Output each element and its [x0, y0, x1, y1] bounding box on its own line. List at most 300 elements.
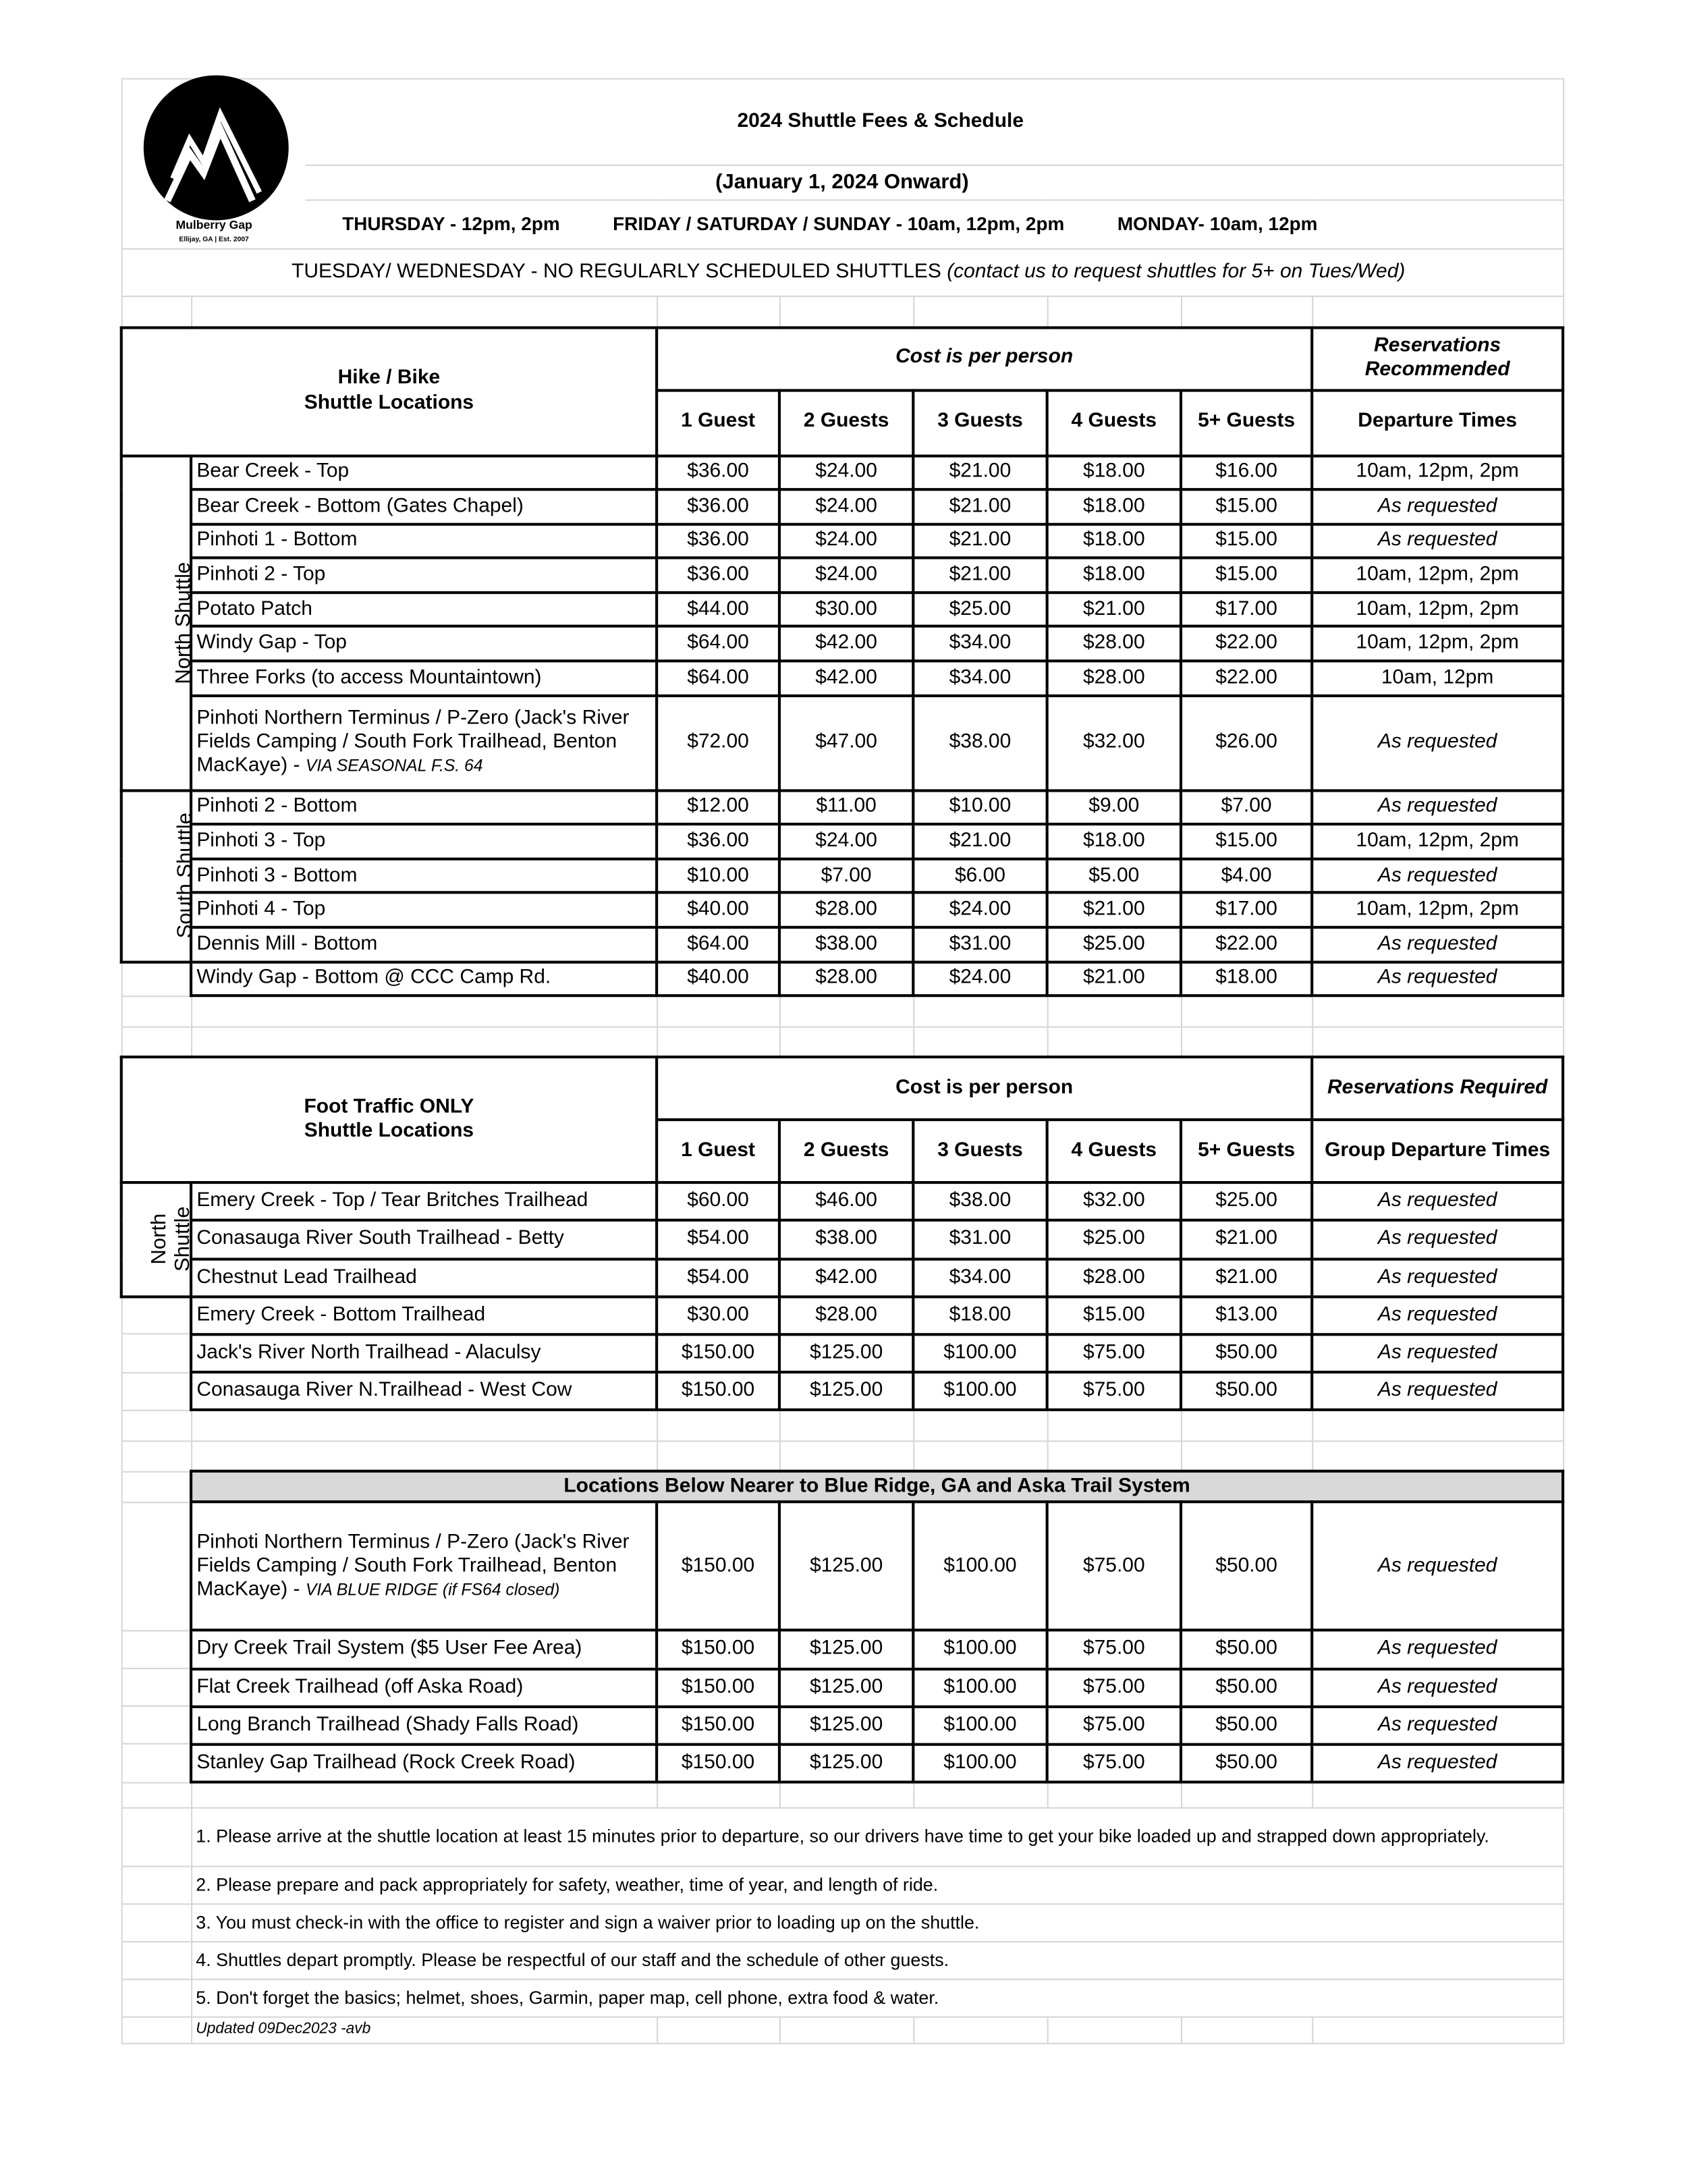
price-cell: $28.00: [1047, 1259, 1181, 1296]
empty-cell: [1181, 1027, 1312, 1057]
price-cell: $26.00: [1181, 695, 1312, 790]
location-name: Pinhoti 3 - Top: [196, 829, 326, 852]
spacer-row: [121, 1411, 1563, 1441]
price-cell: $150.00: [657, 1706, 779, 1744]
group-label: [121, 1183, 194, 1297]
table-row: [121, 661, 1563, 695]
departure-cell: As requested: [1312, 1296, 1563, 1334]
empty-cell: [121, 1027, 191, 1057]
empty-cell: [913, 1027, 1047, 1057]
empty-cell: [657, 1782, 779, 1807]
price-cell: $50.00: [1181, 1706, 1312, 1744]
price-cell: $75.00: [1047, 1744, 1181, 1782]
note-text: 4. Shuttles depart promptly. Please be respectful of our staff and the schedule of other guests.: [191, 1941, 1563, 1979]
departure-cell: As requested: [1312, 790, 1563, 825]
price-cell: $10.00: [657, 858, 779, 893]
price-cell: $25.00: [913, 593, 1047, 627]
location-note: VIA SEASONAL F.S. 64: [305, 756, 483, 776]
empty-cell: [1047, 2017, 1181, 2043]
schedule-days: [126, 213, 1558, 236]
location-cell: [191, 1334, 657, 1372]
empty-cell: [657, 996, 779, 1027]
price-cell: $7.00: [1181, 790, 1312, 825]
price-cell: $6.00: [913, 858, 1047, 893]
location-cell: [191, 456, 657, 490]
price-cell: $125.00: [779, 1631, 913, 1668]
price-cell: $18.00: [1047, 825, 1181, 859]
departure-header: Group Departure Times: [1312, 1120, 1563, 1183]
price-cell: $75.00: [1047, 1334, 1181, 1372]
guest-header: 5+ Guests: [1181, 389, 1312, 455]
guest-header: 2 Guests: [779, 1120, 913, 1183]
price-cell: $13.00: [1181, 1296, 1312, 1334]
price-cell: $60.00: [657, 1183, 779, 1221]
note-text: 5. Don't forget the basics; helmet, shoes, Garmin, paper map, cell phone, extra food & water.: [191, 1979, 1563, 2017]
price-cell: $150.00: [657, 1668, 779, 1706]
empty-cell: [1181, 996, 1312, 1027]
price-cell: $100.00: [913, 1706, 1047, 1744]
departure-cell: 10am, 12pm, 2pm: [1312, 593, 1563, 627]
departure-cell: As requested: [1312, 1183, 1563, 1221]
schedule-monday: MONDAY- 10am, 12pm: [1117, 213, 1318, 235]
table-row: [121, 558, 1563, 593]
schedule-cell: [121, 200, 1563, 248]
location-cell: [191, 1502, 657, 1631]
price-cell: $75.00: [1047, 1372, 1181, 1410]
departure-cell: As requested: [1312, 1706, 1563, 1744]
location-cell: [191, 962, 657, 996]
table-row: [121, 627, 1563, 661]
price-cell: $24.00: [779, 456, 913, 490]
location-name: Jack's River North Trailhead - Alaculsy: [196, 1341, 541, 1364]
note-text: 1. Please arrive at the shuttle location at least 15 minutes prior to departure, so our drivers have time to get your bike loaded up and strapped down appropriately.: [191, 1807, 1563, 1866]
empty-cell: [779, 1782, 913, 1807]
section-title: [121, 327, 657, 456]
cost-header: Cost is per person: [657, 1058, 1312, 1120]
price-cell: $125.00: [779, 1706, 913, 1744]
section-title-line1: Foot Traffic ONLY: [304, 1096, 474, 1119]
price-cell: $17.00: [1181, 893, 1312, 927]
group-label: [121, 790, 197, 962]
guest-header: 5+ Guests: [1181, 1120, 1312, 1183]
location-cell: [191, 524, 657, 558]
table-row: [121, 695, 1563, 790]
location-cell: [191, 858, 657, 893]
price-cell: $18.00: [1181, 962, 1312, 996]
table-row: [121, 1296, 1563, 1334]
price-cell: $100.00: [913, 1744, 1047, 1782]
price-cell: $125.00: [779, 1744, 913, 1782]
price-cell: $30.00: [657, 1296, 779, 1334]
price-cell: $17.00: [1181, 593, 1312, 627]
price-cell: $54.00: [657, 1259, 779, 1296]
empty-cell: [1047, 1411, 1181, 1441]
price-cell: $11.00: [779, 790, 913, 825]
note-text: 3. You must check-in with the office to register and sign a waiver prior to loading up on the shuttle.: [191, 1903, 1563, 1941]
location-cell: [191, 558, 657, 593]
location-cell: [191, 627, 657, 661]
departure-cell: As requested: [1312, 1334, 1563, 1372]
empty-cell: [1181, 296, 1312, 327]
note-row: [121, 1903, 1563, 1941]
note-row: [121, 1807, 1563, 1866]
location-cell: [191, 1372, 657, 1410]
section-title: [121, 1058, 657, 1183]
price-cell: $44.00: [657, 593, 779, 627]
departure-cell: As requested: [1312, 524, 1563, 558]
note-text: 2. Please prepare and pack appropriately for safety, weather, time of year, and length of ride.: [191, 1866, 1563, 1904]
departure-cell: As requested: [1312, 1744, 1563, 1782]
table-row: [121, 1744, 1563, 1782]
empty-cell: [121, 2017, 191, 2043]
price-cell: $24.00: [913, 893, 1047, 927]
price-cell: $31.00: [913, 1221, 1047, 1259]
location-name: Potato Patch: [196, 597, 312, 620]
table-row: [121, 524, 1563, 558]
table-header-row: [121, 1058, 1563, 1120]
location-cell: [191, 1706, 657, 1744]
price-cell: $46.00: [779, 1183, 913, 1221]
price-cell: $150.00: [657, 1631, 779, 1668]
price-cell: $38.00: [913, 695, 1047, 790]
price-cell: $50.00: [1181, 1744, 1312, 1782]
price-cell: $22.00: [1181, 661, 1312, 695]
price-cell: $100.00: [913, 1668, 1047, 1706]
empty-cell: [657, 1027, 779, 1057]
empty-cell: [1047, 1441, 1181, 1471]
section-title-line2: Shuttle Locations: [304, 391, 474, 414]
price-cell: $21.00: [913, 524, 1047, 558]
price-cell: $25.00: [1181, 1183, 1312, 1221]
departure-cell: As requested: [1312, 962, 1563, 996]
guest-header: 4 Guests: [1047, 389, 1181, 455]
guest-header: 3 Guests: [913, 1120, 1047, 1183]
empty-cell: [779, 1441, 913, 1471]
table-row: [121, 1372, 1563, 1410]
updated-row: [121, 2017, 1563, 2043]
location-name: Pinhoti 2 - Bottom: [196, 795, 358, 818]
empty-cell: [1047, 996, 1181, 1027]
section-title-line2: Shuttle Locations: [304, 1120, 474, 1143]
price-cell: $24.00: [779, 558, 913, 593]
blue-ridge-banner: Locations Below Nearer to Blue Ridge, GA and Aska Trail System: [191, 1471, 1563, 1502]
empty-cell: [121, 1866, 191, 1904]
departure-cell: As requested: [1312, 1259, 1563, 1296]
empty-cell: [121, 1502, 191, 1631]
empty-cell: [779, 296, 913, 327]
price-cell: $100.00: [913, 1334, 1047, 1372]
price-cell: $125.00: [779, 1502, 913, 1631]
departure-cell: 10am, 12pm, 2pm: [1312, 825, 1563, 859]
table-row: [121, 893, 1563, 927]
location-cell: [191, 1744, 657, 1782]
location-name: Windy Gap - Top: [196, 632, 347, 655]
page-subtitle: (January 1, 2024 Onward): [121, 165, 1563, 200]
price-cell: $125.00: [779, 1334, 913, 1372]
group-label-text: North Shuttle: [171, 561, 196, 684]
price-cell: $22.00: [1181, 927, 1312, 962]
empty-cell: [913, 1782, 1047, 1807]
price-cell: $38.00: [913, 1183, 1047, 1221]
location-cell: [191, 661, 657, 695]
empty-cell: [1047, 1782, 1181, 1807]
empty-cell: [779, 996, 913, 1027]
price-cell: $24.00: [913, 962, 1047, 996]
title-row: [121, 79, 1563, 165]
group-label-text: South Shuttle: [173, 813, 197, 939]
price-cell: $15.00: [1181, 524, 1312, 558]
tue-wed-note: (contact us to request shuttles for 5+ on Tues/Wed): [947, 261, 1406, 283]
location-cell: [191, 489, 657, 524]
group-label-text: North Shuttle: [146, 1206, 194, 1272]
group-label: [121, 456, 196, 790]
empty-cell: [1181, 1782, 1312, 1807]
page-title: 2024 Shuttle Fees & Schedule: [121, 79, 1563, 165]
departure-cell: 10am, 12pm, 2pm: [1312, 627, 1563, 661]
empty-cell: [1312, 1411, 1563, 1441]
price-cell: $28.00: [1047, 661, 1181, 695]
spacer-row: [121, 1441, 1563, 1471]
empty-cell: [779, 1027, 913, 1057]
price-cell: $100.00: [913, 1502, 1047, 1631]
schedule-table: [120, 78, 1564, 2044]
location-cell: [191, 1631, 657, 1668]
schedule-row: [121, 200, 1563, 248]
price-cell: $150.00: [657, 1334, 779, 1372]
empty-cell: [191, 1027, 657, 1057]
empty-cell: [1312, 2017, 1563, 2043]
table-row: [121, 927, 1563, 962]
tue-wed-row: [121, 249, 1563, 296]
price-cell: $18.00: [1047, 456, 1181, 490]
logo-tagline: Ellijay, GA | Est. 2007: [179, 236, 249, 244]
empty-cell: [913, 1411, 1047, 1441]
price-cell: $10.00: [913, 790, 1047, 825]
price-cell: $36.00: [657, 825, 779, 859]
empty-cell: [121, 1903, 191, 1941]
empty-cell: [913, 1441, 1047, 1471]
price-cell: $15.00: [1047, 1296, 1181, 1334]
price-cell: $21.00: [1047, 593, 1181, 627]
empty-cell: [121, 1411, 191, 1441]
location-cell: [191, 790, 657, 825]
empty-cell: [1312, 1027, 1563, 1057]
price-cell: $75.00: [1047, 1502, 1181, 1631]
empty-cell: [1181, 1441, 1312, 1471]
location-name: Pinhoti 4 - Top: [196, 898, 326, 921]
empty-cell: [779, 2017, 913, 2043]
empty-cell: [913, 996, 1047, 1027]
price-cell: $50.00: [1181, 1334, 1312, 1372]
empty-cell: [121, 996, 191, 1027]
departure-cell: 10am, 12pm, 2pm: [1312, 893, 1563, 927]
price-cell: $18.00: [1047, 489, 1181, 524]
price-cell: $21.00: [1047, 893, 1181, 927]
price-cell: $21.00: [913, 456, 1047, 490]
empty-cell: [121, 1668, 191, 1706]
empty-cell: [1312, 296, 1563, 327]
price-cell: $38.00: [779, 927, 913, 962]
location-name: Emery Creek - Bottom Trailhead: [196, 1303, 486, 1326]
price-cell: $16.00: [1181, 456, 1312, 490]
empty-cell: [1047, 1027, 1181, 1057]
price-cell: $24.00: [779, 825, 913, 859]
empty-cell: [657, 1441, 779, 1471]
empty-cell: [121, 1372, 191, 1410]
location-name: Pinhoti 1 - Bottom: [196, 528, 358, 551]
location-name: Three Forks (to access Mountaintown): [196, 666, 542, 689]
mulberry-gap-logo: [123, 81, 306, 247]
logo-name: Mulberry Gap: [175, 217, 252, 231]
departure-cell: 10am, 12pm, 2pm: [1312, 456, 1563, 490]
price-cell: $36.00: [657, 524, 779, 558]
location-cell: [191, 695, 657, 790]
empty-cell: [121, 1744, 191, 1782]
empty-cell: [121, 296, 191, 327]
empty-cell: [1312, 996, 1563, 1027]
price-cell: $21.00: [913, 489, 1047, 524]
location-name: Bear Creek - Top: [196, 460, 350, 483]
price-cell: $150.00: [657, 1744, 779, 1782]
price-cell: $22.00: [1181, 627, 1312, 661]
empty-cell: [191, 1441, 657, 1471]
location-name: Long Branch Trailhead (Shady Falls Road): [196, 1713, 579, 1736]
table-row: [121, 1183, 1563, 1221]
table-row: [121, 593, 1563, 627]
table-row: [121, 1334, 1563, 1372]
location-name: Pinhoti 2 - Top: [196, 563, 326, 586]
location-name: Flat Creek Trailhead (off Aska Road): [196, 1675, 524, 1698]
price-cell: $100.00: [913, 1631, 1047, 1668]
location-cell: [191, 593, 657, 627]
table-row: [121, 858, 1563, 893]
price-cell: $36.00: [657, 558, 779, 593]
empty-cell: [913, 296, 1047, 327]
price-cell: $18.00: [1047, 558, 1181, 593]
empty-cell: [657, 1411, 779, 1441]
empty-cell: [121, 1334, 191, 1372]
price-cell: $150.00: [657, 1502, 779, 1631]
guest-header: 1 Guest: [657, 1120, 779, 1183]
location-cell: [191, 1259, 657, 1296]
location-cell: [191, 927, 657, 962]
location-cell: [191, 1296, 657, 1334]
price-cell: $12.00: [657, 790, 779, 825]
price-cell: $150.00: [657, 1372, 779, 1410]
price-cell: $72.00: [657, 695, 779, 790]
price-cell: $24.00: [779, 524, 913, 558]
table-row: [121, 1221, 1563, 1259]
price-cell: $28.00: [779, 893, 913, 927]
location-name: Pinhoti Northern Terminus / P-Zero (Jack's River Fields Camping / South Fork Trailhead, Benton MacKaye) -: [196, 707, 630, 777]
price-cell: $31.00: [913, 927, 1047, 962]
empty-cell: [657, 2017, 779, 2043]
location-cell: [191, 1668, 657, 1706]
price-cell: $100.00: [913, 1372, 1047, 1410]
price-cell: $75.00: [1047, 1668, 1181, 1706]
empty-cell: [191, 1411, 657, 1441]
location-name: Conasauga River N.Trailhead - West Cow: [196, 1379, 572, 1402]
price-cell: $24.00: [779, 489, 913, 524]
price-cell: $40.00: [657, 962, 779, 996]
price-cell: $18.00: [1047, 524, 1181, 558]
location-note: VIA BLUE RIDGE (if FS64 closed): [305, 1579, 560, 1600]
spacer-row: [121, 1782, 1563, 1807]
empty-cell: [191, 296, 657, 327]
price-cell: $15.00: [1181, 489, 1312, 524]
guest-header: 4 Guests: [1047, 1120, 1181, 1183]
location-cell: [191, 1183, 657, 1221]
price-cell: $34.00: [913, 627, 1047, 661]
empty-cell: [121, 962, 191, 996]
location-name: Conasauga River South Trailhead - Betty: [196, 1228, 564, 1251]
price-cell: $50.00: [1181, 1372, 1312, 1410]
table-row: [121, 962, 1563, 996]
price-cell: $30.00: [779, 593, 913, 627]
schedule-fri-sun: FRIDAY / SATURDAY / SUNDAY - 10am, 12pm, 2pm: [613, 213, 1065, 235]
price-cell: $36.00: [657, 489, 779, 524]
spacer-row: [121, 1027, 1563, 1057]
price-cell: $4.00: [1181, 858, 1312, 893]
price-cell: $18.00: [913, 1296, 1047, 1334]
spacer-row: [121, 296, 1563, 327]
price-cell: $64.00: [657, 627, 779, 661]
table-row: [121, 790, 1563, 825]
table-row: [121, 1631, 1563, 1668]
empty-cell: [121, 1441, 191, 1471]
reservations-header: Reservations Recommended: [1312, 327, 1563, 390]
note-row: [121, 1979, 1563, 2017]
price-cell: $25.00: [1047, 1221, 1181, 1259]
table-row: [121, 825, 1563, 859]
price-cell: $36.00: [657, 456, 779, 490]
empty-cell: [657, 296, 779, 327]
empty-cell: [121, 1471, 191, 1502]
empty-cell: [1047, 296, 1181, 327]
table-row: [121, 1706, 1563, 1744]
price-cell: $32.00: [1047, 1183, 1181, 1221]
price-cell: $125.00: [779, 1372, 913, 1410]
location-name: Stanley Gap Trailhead (Rock Creek Road): [196, 1751, 576, 1774]
price-cell: $25.00: [1047, 927, 1181, 962]
location-name: Bear Creek - Bottom (Gates Chapel): [196, 495, 524, 518]
spacer-row: [121, 996, 1563, 1027]
price-cell: $125.00: [779, 1668, 913, 1706]
price-cell: $15.00: [1181, 825, 1312, 859]
table-header-row: [121, 327, 1563, 390]
mountain-logo-icon: [123, 81, 306, 221]
price-cell: $28.00: [779, 1296, 913, 1334]
schedule-thursday: THURSDAY - 12pm, 2pm: [342, 213, 560, 235]
empty-cell: [191, 996, 657, 1027]
price-cell: $75.00: [1047, 1631, 1181, 1668]
location-name: Pinhoti 3 - Bottom: [196, 864, 358, 887]
price-cell: $28.00: [1047, 627, 1181, 661]
reservations-header: Reservations Required: [1312, 1058, 1563, 1120]
departure-cell: As requested: [1312, 489, 1563, 524]
departure-cell: As requested: [1312, 1221, 1563, 1259]
price-cell: $28.00: [779, 962, 913, 996]
tue-wed-notice: [121, 249, 1563, 296]
location-name: Windy Gap - Bottom @ CCC Camp Rd.: [196, 966, 551, 989]
empty-cell: [1181, 1411, 1312, 1441]
price-cell: $50.00: [1181, 1668, 1312, 1706]
tue-wed-text: TUESDAY/ WEDNESDAY - NO REGULARLY SCHEDULED SHUTTLES: [292, 261, 947, 283]
departure-cell: As requested: [1312, 1631, 1563, 1668]
empty-cell: [121, 1941, 191, 1979]
subtitle-row: [121, 165, 1563, 200]
empty-cell: [1312, 1441, 1563, 1471]
